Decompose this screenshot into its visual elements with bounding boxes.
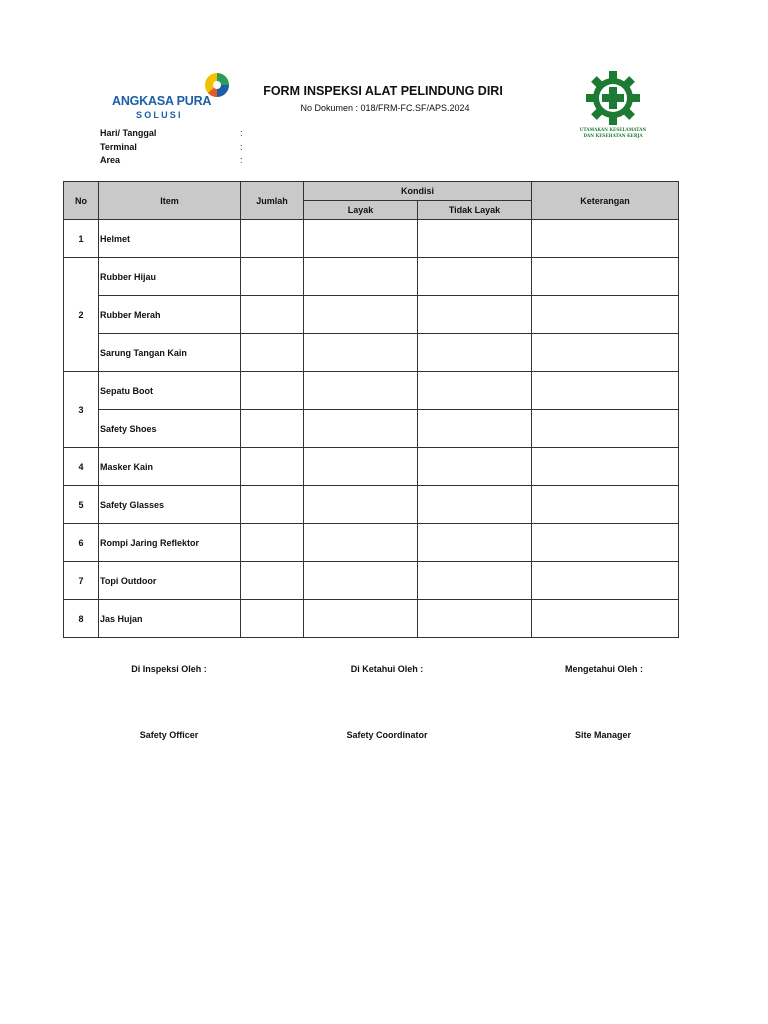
meta-colon: :: [240, 141, 243, 152]
row-number: 3: [64, 372, 99, 448]
signature-label-acknowledged: Di Ketahui Oleh :: [350, 664, 424, 674]
jumlah-cell[interactable]: [241, 220, 304, 258]
header-jumlah: Jumlah: [241, 182, 304, 220]
jumlah-cell[interactable]: [241, 372, 304, 410]
layak-cell[interactable]: [304, 334, 418, 372]
header-tidak-layak: Tidak Layak: [418, 201, 532, 220]
keterangan-cell[interactable]: [532, 372, 679, 410]
table-row: [64, 220, 679, 258]
row-number: 7: [64, 562, 99, 600]
header-item: Item: [99, 182, 241, 220]
layak-cell[interactable]: [304, 562, 418, 600]
jumlah-cell[interactable]: [241, 524, 304, 562]
keterangan-cell[interactable]: [532, 486, 679, 524]
layak-cell[interactable]: [304, 296, 418, 334]
item-name: Topi Outdoor: [99, 562, 241, 600]
signature-label-inspector: Di Inspeksi Oleh :: [131, 664, 207, 674]
tidak-layak-cell[interactable]: [418, 410, 532, 448]
keterangan-cell[interactable]: [532, 524, 679, 562]
row-number: 4: [64, 448, 99, 486]
keterangan-cell[interactable]: [532, 258, 679, 296]
header-kondisi: Kondisi: [304, 182, 532, 201]
meta-row-terminal: [100, 142, 260, 156]
table-row: [64, 258, 679, 296]
table-row: [64, 410, 679, 448]
layak-cell[interactable]: [304, 600, 418, 638]
document-number: No Dokumen : 018/FRM-FC.SF/APS.2024: [300, 103, 470, 113]
tidak-layak-cell[interactable]: [418, 334, 532, 372]
form-meta: [100, 128, 260, 169]
meta-label: Hari/ Tanggal: [100, 128, 157, 138]
row-number: 6: [64, 524, 99, 562]
layak-cell[interactable]: [304, 372, 418, 410]
jumlah-cell[interactable]: [241, 600, 304, 638]
tidak-layak-cell[interactable]: [418, 562, 532, 600]
jumlah-cell[interactable]: [241, 296, 304, 334]
layak-cell[interactable]: [304, 410, 418, 448]
item-name: Rubber Merah: [99, 296, 241, 334]
k3-gear-cross-icon: [585, 70, 641, 126]
row-number: 5: [64, 486, 99, 524]
tidak-layak-cell[interactable]: [418, 258, 532, 296]
tidak-layak-cell[interactable]: [418, 600, 532, 638]
item-name: Safety Shoes: [99, 410, 241, 448]
k3-caption-line-1: UTAMAKAN KESELAMATAN: [579, 127, 647, 132]
tidak-layak-cell[interactable]: [418, 524, 532, 562]
meta-colon: :: [240, 128, 243, 138]
tidak-layak-cell[interactable]: [418, 296, 532, 334]
table-row: [64, 600, 679, 638]
item-name: Rompi Jaring Reflektor: [99, 524, 241, 562]
meta-colon: :: [240, 155, 243, 165]
jumlah-cell[interactable]: [241, 334, 304, 372]
jumlah-cell[interactable]: [241, 562, 304, 600]
layak-cell[interactable]: [304, 220, 418, 258]
table-row: [64, 372, 679, 410]
keterangan-cell[interactable]: [532, 334, 679, 372]
jumlah-cell[interactable]: [241, 486, 304, 524]
tidak-layak-cell[interactable]: [418, 220, 532, 258]
tidak-layak-cell[interactable]: [418, 372, 532, 410]
signature-role-safety-officer: Safety Officer: [139, 730, 199, 740]
table-row: [64, 296, 679, 334]
item-name: Safety Glasses: [99, 486, 241, 524]
inspection-table: [63, 181, 679, 638]
signature-role-site-manager: Site Manager: [574, 730, 632, 740]
item-name: Rubber Hijau: [99, 258, 241, 296]
row-number: 8: [64, 600, 99, 638]
header-layak: Layak: [304, 201, 418, 220]
logo-name: ANGKASA PURA: [112, 94, 212, 108]
table-row: [64, 334, 679, 372]
meta-label: Terminal: [100, 141, 137, 152]
table-row: [64, 486, 679, 524]
meta-label: Area: [100, 155, 121, 165]
layak-cell[interactable]: [304, 258, 418, 296]
layak-cell[interactable]: [304, 524, 418, 562]
keterangan-cell[interactable]: [532, 410, 679, 448]
row-number: 2: [64, 258, 99, 372]
item-name: Masker Kain: [99, 448, 241, 486]
table-row: [64, 524, 679, 562]
item-name: Sarung Tangan Kain: [99, 334, 241, 372]
k3-caption-line-2: DAN KESEHATAN KERJA: [583, 133, 643, 138]
tidak-layak-cell[interactable]: [418, 486, 532, 524]
meta-row-area: [100, 155, 260, 169]
item-name: Sepatu Boot: [99, 372, 241, 410]
jumlah-cell[interactable]: [241, 258, 304, 296]
item-name: Jas Hujan: [99, 600, 241, 638]
signature-role-safety-coordinator: Safety Coordinator: [346, 730, 428, 740]
header-no: No: [64, 182, 99, 220]
layak-cell[interactable]: [304, 448, 418, 486]
inspection-table-body: [64, 220, 679, 638]
table-row: [64, 562, 679, 600]
jumlah-cell[interactable]: [241, 448, 304, 486]
jumlah-cell[interactable]: [241, 410, 304, 448]
k3-logo: [578, 70, 648, 144]
item-name: Helmet: [99, 220, 241, 258]
form-title: FORM INSPEKSI ALAT PELINDUNG DIRI: [263, 84, 503, 98]
row-number: 1: [64, 220, 99, 258]
keterangan-cell[interactable]: [532, 296, 679, 334]
keterangan-cell[interactable]: [532, 600, 679, 638]
meta-row-date: [100, 128, 260, 142]
keterangan-cell[interactable]: [532, 448, 679, 486]
keterangan-cell[interactable]: [532, 562, 679, 600]
tidak-layak-cell[interactable]: [418, 448, 532, 486]
angkasa-pura-logo: [112, 72, 232, 124]
keterangan-cell[interactable]: [532, 220, 679, 258]
logo-subtitle: SOLUSI: [136, 110, 183, 120]
layak-cell[interactable]: [304, 486, 418, 524]
signature-label-approver: Mengetahui Oleh :: [564, 664, 643, 674]
table-row: [64, 448, 679, 486]
header-keterangan: Keterangan: [532, 182, 679, 220]
